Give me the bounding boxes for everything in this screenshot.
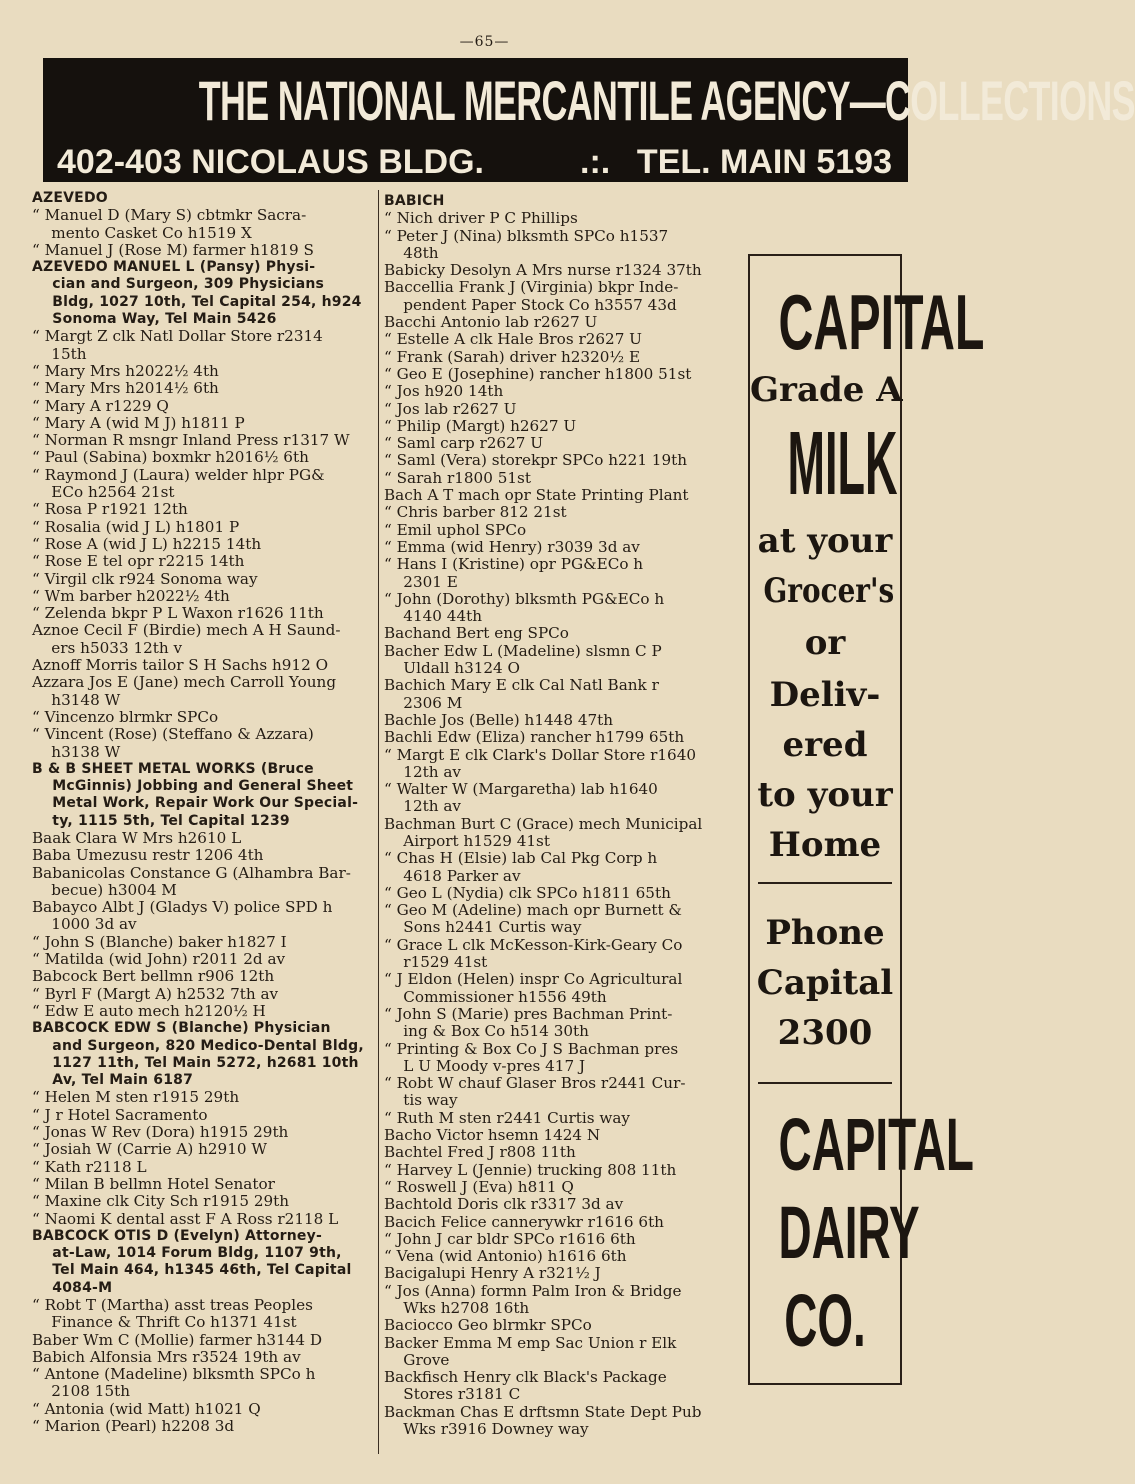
directory-line: “ Edw E auto mech h2120½ H: [32, 1001, 266, 1020]
directory-line: Babanicolas Constance G (Alhambra Bar-: [32, 863, 351, 882]
directory-line: Backer Emma M emp Sac Union r Elk: [384, 1333, 677, 1352]
directory-line: “ Printing & Box Co J S Bachman pres: [384, 1039, 679, 1058]
directory-line: “ Saml carp r2627 U: [384, 434, 544, 453]
directory-line: “ Rosalia (wid J L) h1801 P: [32, 517, 240, 536]
directory-line: Backman Chas E drftsmn State Dept Pub: [384, 1402, 702, 1421]
directory-line: Bacchi Antonio lab r2627 U: [384, 313, 598, 332]
directory-line: Bacigalupi Henry A r321½ J: [384, 1264, 601, 1283]
directory-line: BABICH: [384, 193, 445, 209]
directory-line: 2301 E: [384, 572, 458, 591]
directory-line: AZEVEDO MANUEL L (Pansy) Physi-: [32, 259, 316, 276]
directory-line: and Surgeon, 820 Medico-Dental Bldg,: [32, 1037, 364, 1054]
directory-line: “ J Eldon (Helen) inspr Co Agricultural: [384, 970, 683, 989]
directory-line: r1529 41st: [384, 953, 488, 972]
ad-company-line1: CAPITAL: [778, 1103, 974, 1186]
banner-address: 402-403 NICOLAUS BLDG.: [57, 143, 484, 181]
directory-line: Tel Main 464, h1345 46th, Tel Capital: [32, 1262, 352, 1279]
directory-line: at-Law, 1014 Forum Bldg, 1107 9th,: [32, 1245, 342, 1262]
directory-line: “ Roswell J (Eva) h811 Q: [384, 1177, 574, 1196]
directory-line: becue) h3004 M: [32, 880, 177, 899]
directory-line: ers h5033 12th v: [32, 638, 183, 657]
directory-line: “ Marion (Pearl) h2208 3d: [32, 1417, 235, 1436]
directory-line: BABCOCK EDW S (Blanche) Physician: [32, 1020, 331, 1037]
directory-line: “ Zelenda bkpr P L Waxon r1626 11th: [32, 604, 324, 623]
directory-line: ing & Box Co h514 30th: [384, 1022, 589, 1041]
directory-line: Sonoma Way, Tel Main 5426: [32, 311, 277, 328]
directory-line: “ Robt T (Martha) asst treas Peoples: [32, 1296, 313, 1314]
directory-line: Bachich Mary E clk Cal Natl Bank r: [384, 676, 659, 695]
directory-line: Aznoe Cecil F (Birdie) mech A H Saund-: [32, 621, 341, 640]
directory-line: h3138 W: [32, 742, 121, 761]
directory-line: Wks h2708 16th: [384, 1299, 530, 1317]
ad-deliv: Deliv-: [769, 675, 881, 715]
directory-line: “ Rose E tel opr r2215 14th: [32, 552, 245, 571]
directory-line: Bldg, 1027 10th, Tel Capital 254, h924: [32, 293, 362, 310]
directory-line: “ Emma (wid Henry) r3039 3d av: [384, 537, 640, 556]
directory-line: 48th: [384, 243, 439, 262]
ad-home: Home: [768, 825, 882, 865]
directory-line: Bachli Edw (Eliza) rancher h1799 65th: [384, 728, 685, 747]
banner-contact-line: [43, 142, 908, 182]
directory-line: “ John (Dorothy) blksmth PG&ECo h: [384, 589, 665, 608]
directory-line: Bachtold Doris clk r3317 3d av: [384, 1195, 624, 1214]
directory-line: Baccellia Frank J (Virginia) bkpr Inde-: [384, 278, 679, 297]
directory-line: “ Nich driver P C Phillips: [384, 209, 578, 228]
directory-line: BABCOCK OTIS D (Evelyn) Attorney-: [32, 1227, 322, 1244]
directory-line: “ Helen M sten r1915 29th: [32, 1088, 240, 1107]
directory-line: “ Manuel D (Mary S) cbtmkr Sacra-: [32, 206, 307, 225]
directory-line: “ Jonas W Rev (Dora) h1915 29th: [32, 1123, 289, 1142]
directory-line: Bachtel Fred J r808 11th: [384, 1143, 576, 1162]
directory-line: “ Vincenzo blrmkr SPCo: [32, 707, 219, 726]
directory-line: Babich Alfonsia Mrs r3524 19th av: [32, 1347, 301, 1366]
banner-separator: .:.: [580, 143, 611, 181]
directory-line: “ Vena (wid Antonio) h1616 6th: [384, 1247, 627, 1266]
directory-line: 15th: [32, 344, 87, 363]
directory-line: Bachle Jos (Belle) h1448 47th: [384, 710, 614, 729]
directory-line: “ Jos (Anna) formn Palm Iron & Bridge: [384, 1281, 682, 1300]
directory-line: 2306 M: [384, 693, 463, 712]
ad-to-your: to your: [757, 775, 893, 815]
directory-line: “ Rose A (wid J L) h2215 14th: [32, 534, 262, 553]
directory-line: “ Chas H (Elsie) lab Cal Pkg Corp h: [384, 849, 658, 868]
ad-divider-top: [758, 882, 892, 884]
directory-line: tis way: [384, 1091, 458, 1110]
directory-line: Wks r3916 Downey way: [384, 1420, 589, 1439]
directory-line: Babayco Albt J (Gladys V) police SPD h: [32, 898, 333, 917]
directory-line: ECo h2564 21st: [32, 483, 175, 502]
directory-line: “ Harvey L (Jennie) trucking 808 11th: [384, 1160, 677, 1179]
directory-line: “ Paul (Sabina) boxmkr h2016½ 6th: [32, 448, 309, 467]
directory-line: “ Antone (Madeline) blksmth SPCo h: [32, 1365, 316, 1384]
directory-line: 4084-M: [32, 1279, 113, 1296]
directory-line: Finance & Thrift Co h1371 41st: [32, 1313, 297, 1332]
directory-line: “ Margt E clk Clark's Dollar Store r1640: [384, 745, 697, 764]
directory-line: “ Mary Mrs h2014½ 6th: [32, 379, 219, 398]
ad-phone-capital: Capital: [756, 963, 894, 1003]
directory-line: “ Peter J (Nina) blksmth SPCo h1537: [384, 226, 669, 245]
directory-line: “ Sarah r1800 51st: [384, 468, 531, 487]
directory-line: “ Chris barber 812 21st: [384, 503, 567, 522]
banner-title: THE NATIONAL MERCANTILE AGENCY—COLLECTIONS: [198, 69, 1135, 132]
ad-grocers: Grocer's: [763, 571, 895, 611]
directory-line: h3148 W: [32, 690, 121, 709]
directory-line: “ Hans I (Kristine) opr PG&ECo h: [384, 555, 644, 574]
directory-line: “ Estelle A clk Hale Bros r2627 U: [384, 330, 642, 349]
directory-line: Bachman Burt C (Grace) mech Municipal: [384, 814, 703, 833]
directory-line: “ Jos h920 14th: [384, 382, 504, 401]
directory-line: Bach A T mach opr State Printing Plant: [384, 486, 689, 505]
directory-line: “ Robt W chauf Glaser Bros r2441 Cur-: [384, 1074, 686, 1093]
directory-line: Baak Clara W Mrs h2610 L: [32, 828, 242, 847]
capital-dairy-advertisement: [748, 254, 985, 1385]
directory-line: Babcock Bert bellmn r906 12th: [32, 967, 275, 986]
directory-line: “ Wm barber h2022½ 4th: [32, 586, 230, 605]
directory-line: Grove: [384, 1350, 450, 1369]
directory-line: “ Walter W (Margaretha) lab h1640: [384, 780, 658, 799]
directory-line: “ John S (Blanche) baker h1827 I: [32, 932, 287, 951]
directory-line: “ Matilda (wid John) r2011 2d av: [32, 950, 286, 969]
directory-line: “ Saml (Vera) storekpr SPCo h221 19th: [384, 451, 688, 470]
directory-line: Baciocco Geo blrmkr SPCo: [384, 1316, 592, 1335]
ad-company-line3: CO.: [784, 1279, 866, 1362]
directory-line: “ Byrl F (Margt A) h2532 7th av: [32, 984, 279, 1003]
ad-or: or: [804, 623, 846, 663]
directory-line: Baber Wm C (Mollie) farmer h3144 D: [32, 1330, 323, 1349]
page-number: —65—: [459, 34, 510, 50]
directory-line: 1127 11th, Tel Main 5272, h2681 10th: [32, 1054, 359, 1071]
directory-line: “ Geo E (Josephine) rancher h1800 51st: [384, 364, 692, 383]
directory-line: Metal Work, Repair Work Our Special-: [32, 795, 359, 812]
directory-line: Aznoff Morris tailor S H Sachs h912 O: [32, 656, 329, 675]
directory-line: “ Mary A r1229 Q: [32, 396, 169, 415]
directory-line: 12th av: [384, 797, 461, 816]
directory-line: “ Geo M (Adeline) mach opr Burnett &: [384, 901, 682, 920]
directory-line: Uldall h3124 O: [384, 659, 520, 678]
directory-line: “ Josiah W (Carrie A) h2910 W: [32, 1140, 267, 1159]
directory-line: “ Emil uphol SPCo: [384, 520, 527, 539]
ad-phone: Phone: [765, 913, 885, 953]
directory-line: “ Vincent (Rose) (Steffano & Azzara): [32, 725, 314, 744]
directory-column-middle: [384, 193, 740, 1438]
directory-line: mento Casket Co h1519 X: [32, 223, 252, 242]
directory-line: “ Virgil clk r924 Sonoma way: [32, 569, 258, 588]
agency-banner: [43, 58, 1135, 182]
directory-line: L U Moody v-pres 417 J: [384, 1056, 586, 1075]
directory-line: “ John J car bldr SPCo r1616 6th: [384, 1229, 636, 1248]
directory-line: B & B SHEET METAL WORKS (Bruce: [32, 760, 314, 777]
ad-company-line2: DAIRY: [778, 1191, 920, 1274]
directory-line: Baba Umezusu restr 1206 4th: [32, 846, 264, 865]
banner-telephone: TEL. MAIN 5193: [636, 143, 892, 181]
ad-divider-bottom: [758, 1082, 892, 1084]
directory-line: “ Naomi K dental asst F A Ross r2118 L: [32, 1209, 339, 1228]
directory-line: “ Geo L (Nydia) clk SPCo h1811 65th: [384, 883, 671, 902]
directory-line: “ Jos lab r2627 U: [384, 399, 517, 418]
directory-line: pendent Paper Stock Co h3557 43d: [384, 295, 677, 314]
directory-line: McGinnis) Jobbing and General Sheet: [32, 778, 354, 795]
directory-line: “ Kath r2118 L: [32, 1157, 147, 1176]
directory-line: Av, Tel Main 6187: [32, 1072, 194, 1089]
directory-line: cian and Surgeon, 309 Physicians: [32, 276, 325, 293]
directory-line: “ Philip (Margt) h2627 U: [384, 416, 577, 435]
directory-line: 4618 Parker av: [384, 866, 521, 885]
directory-line: 4140 44th: [384, 607, 482, 626]
directory-column-left: [32, 190, 374, 1435]
column-divider: [378, 190, 379, 1454]
directory-line: “ Ruth M sten r2441 Curtis way: [384, 1108, 631, 1127]
directory-line: 1000 3d av: [32, 915, 137, 934]
directory-line: “ Norman R msngr Inland Press r1317 W: [32, 431, 350, 450]
directory-line: 12th av: [384, 762, 461, 781]
directory-line: Airport h1529 41st: [384, 831, 550, 850]
directory-line: 2108 15th: [32, 1382, 130, 1401]
directory-line: Backfisch Henry clk Black's Package: [384, 1368, 667, 1387]
directory-line: Bacher Edw L (Madeline) slsmn C P: [384, 641, 662, 660]
directory-line: “ Manuel J (Rose M) farmer h1819 S: [32, 240, 314, 259]
directory-line: “ J r Hotel Sacramento: [32, 1105, 208, 1124]
directory-line: “ Maxine clk City Sch r1915 29th: [32, 1192, 290, 1211]
directory-line: “ Milan B bellmn Hotel Senator: [32, 1174, 275, 1193]
directory-line: Babicky Desolyn A Mrs nurse r1324 37th: [384, 261, 702, 280]
directory-line: Bacho Victor hsemn 1424 N: [384, 1126, 601, 1145]
directory-line: “ Mary Mrs h2022½ 4th: [32, 361, 219, 380]
directory-line: Azzara Jos E (Jane) mech Carroll Young: [32, 673, 337, 692]
directory-line: Stores r3181 C: [384, 1385, 521, 1404]
directory-line: ty, 1115 5th, Tel Capital 1239: [32, 812, 290, 829]
ad-capital-heading: CAPITAL: [778, 278, 985, 366]
ad-ered: ered: [782, 725, 868, 765]
directory-line: “ Mary A (wid M J) h1811 P: [32, 413, 245, 432]
ad-milk: MILK: [787, 414, 898, 514]
directory-line: Commissioner h1556 49th: [384, 987, 607, 1006]
ad-grade-a: Grade A: [750, 370, 903, 410]
ad-at-your: at your: [757, 521, 893, 561]
directory-line: Sons h2441 Curtis way: [384, 918, 582, 937]
directory-line: “ Rosa P r1921 12th: [32, 500, 188, 519]
directory-line: Bacich Felice cannerywkr r1616 6th: [384, 1212, 664, 1231]
directory-line: “ Margt Z clk Natl Dollar Store r2314: [32, 327, 323, 346]
ad-phone-number: 2300: [777, 1013, 873, 1053]
directory-line: Bachand Bert eng SPCo: [384, 624, 569, 643]
directory-line: “ Frank (Sarah) driver h2320½ E: [384, 347, 641, 366]
directory-line: “ Raymond J (Laura) welder hlpr PG&: [32, 465, 325, 484]
directory-line: AZEVEDO: [32, 190, 108, 206]
directory-line: “ John S (Marie) pres Bachman Print-: [384, 1004, 673, 1023]
directory-line: “ Grace L clk McKesson-Kirk-Geary Co: [384, 935, 683, 954]
directory-line: “ Antonia (wid Matt) h1021 Q: [32, 1399, 261, 1418]
